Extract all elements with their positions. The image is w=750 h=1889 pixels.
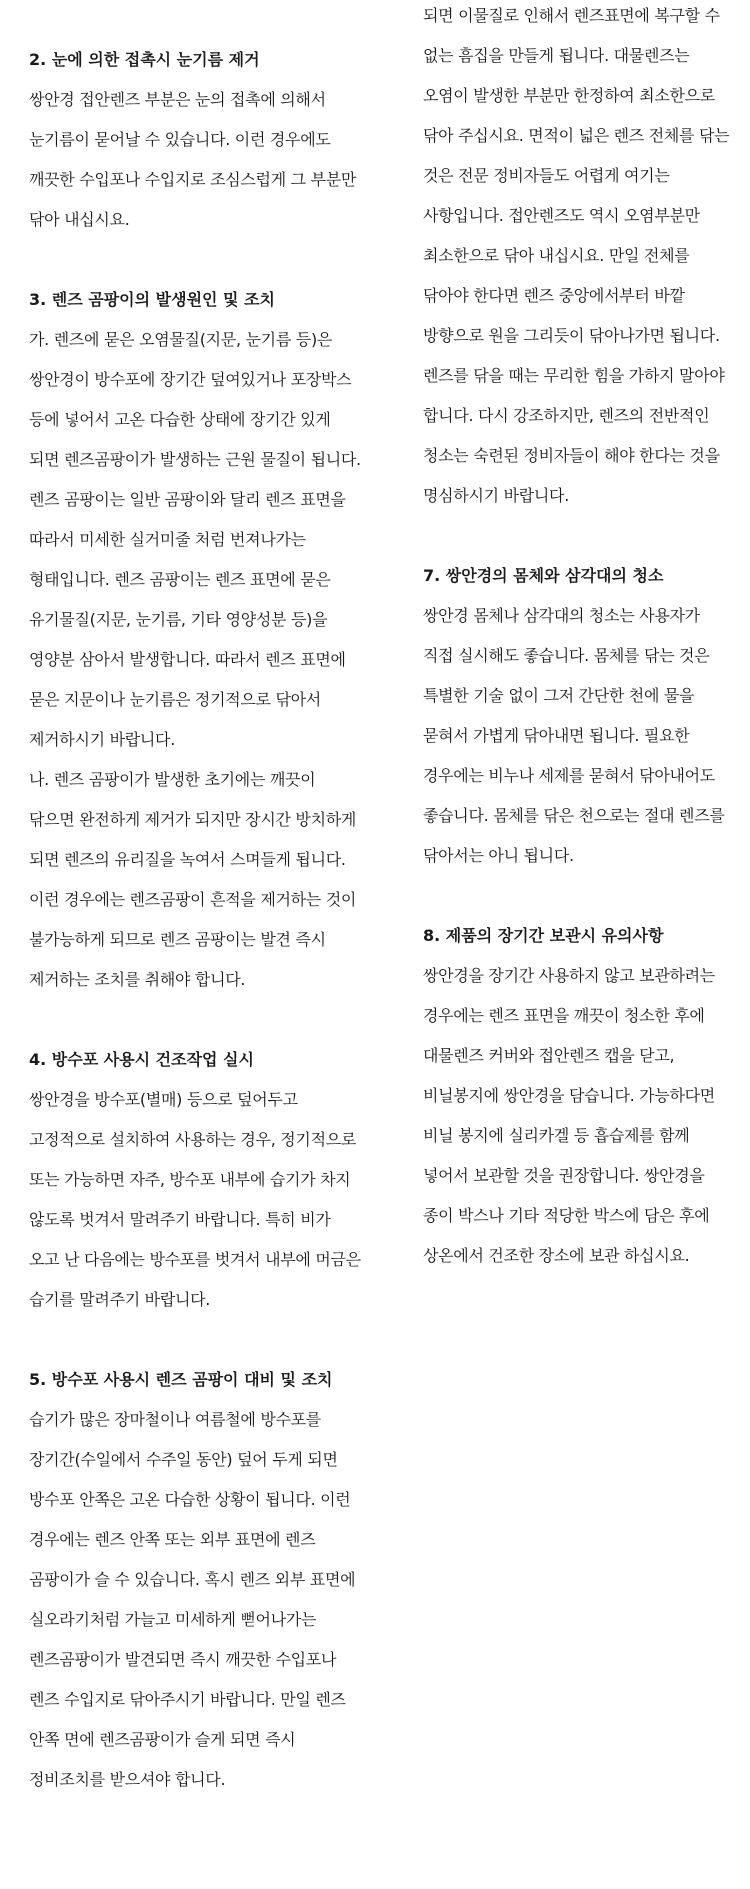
body-line: 불가능하게 되므로 렌즈 곰팡이는 발견 즉시 (29, 930, 326, 949)
right-column (423, 0, 750, 1276)
body-line: 닦아서는 아니 됩니다. (423, 846, 574, 865)
body-line: 방수포 안쪽은 고온 다습한 상황이 됩니다. 이런 (29, 1490, 351, 1509)
body-line: 유기물질(지문, 눈기름, 기타 영양성분 등)을 (29, 610, 328, 629)
body-line: 제거하시기 바랍니다. (29, 730, 175, 749)
section-title: 3. 렌즈 곰팡이의 발생원인 및 조치 (29, 290, 275, 309)
body-line: 렌즈 수입지로 닦아주시기 바랍니다. 만일 렌즈 (29, 1690, 346, 1709)
body-line: 실오라기처럼 가늘고 미세하게 뻗어나가는 (29, 1610, 317, 1629)
body-line: 습기가 많은 장마철이나 여름철에 방수포를 (29, 1410, 321, 1429)
body-line: 정비조치를 받으셔야 합니다. (29, 1770, 226, 1789)
body-line: 되면 렌즈의 유리질을 녹여서 스며들게 됩니다. (29, 850, 346, 869)
section-title: 5. 방수포 사용시 렌즈 곰팡이 대비 및 조치 (29, 1370, 333, 1389)
body-line: 않도록 벗겨서 말려주기 바랍니다. 특히 비가 (29, 1210, 331, 1229)
section-8 (423, 916, 750, 1276)
body-line: 또는 가능하면 자주, 방수포 내부에 습기가 차지 (29, 1170, 351, 1189)
left-column (29, 40, 359, 1800)
body-line: 깨끗한 수입포나 수입지로 조심스럽게 그 부분만 (29, 170, 357, 189)
body-line: 나. 렌즈 곰팡이가 발생한 초기에는 깨끗이 (29, 770, 316, 789)
section-body (29, 80, 359, 240)
body-line: 사항입니다. 접안렌즈도 역시 오염부분만 (423, 206, 700, 225)
section-5 (29, 1360, 359, 1800)
body-line: 가. 렌즈에 묻은 오염물질(지문, 눈기름 등)은 (29, 330, 333, 349)
body-line: 방향으로 원을 그리듯이 닦아나가면 됩니다. (423, 326, 720, 345)
body-line: 쌍안경을 장기간 사용하지 않고 보관하려는 (423, 966, 715, 985)
body-line: 특별한 기술 없이 그저 간단한 천에 물을 (423, 686, 695, 705)
body-line: 렌즈 곰팡이는 일반 곰팡이와 달리 렌즈 표면을 (29, 490, 346, 509)
body-line: 장기간(수일에서 수주일 동안) 덮어 두게 되면 (29, 1450, 338, 1469)
body-line: 되면 이물질로 인해서 렌즈표면에 복구할 수 (423, 6, 720, 25)
body-line: 쌍안경이 방수포에 장기간 덮여있거나 포장박스 (29, 370, 352, 389)
body-line: 안쪽 면에 렌즈곰팡이가 슬게 되면 즉시 (29, 1730, 296, 1749)
body-line: 쌍안경을 방수포(별매) 등으로 덮어두고 (29, 1090, 298, 1109)
body-line: 청소는 숙련된 정비자들이 해야 한다는 것을 (423, 446, 720, 465)
body-line: 상온에서 건조한 장소에 보관 하십시요. (423, 1246, 690, 1265)
section-3 (29, 280, 359, 1000)
body-line: 닦아 주십시요. 면적이 넓은 렌즈 전체를 닦는 (423, 126, 730, 145)
section-body (423, 956, 750, 1276)
section-body (29, 320, 359, 1000)
body-line: 최소한으로 닦아 내십시요. 만일 전체를 (423, 246, 690, 265)
body-line: 닦아야 한다면 렌즈 중앙에서부터 바깥 (423, 286, 685, 305)
body-line: 넣어서 보관할 것을 권장합니다. 쌍안경을 (423, 1166, 705, 1185)
body-line: 닦아 내십시요. (29, 210, 130, 229)
body-line: 닦으면 완전하게 제거가 되지만 장시간 방치하게 (29, 810, 357, 829)
body-line: 오염이 발생한 부분만 한정하여 최소한으로 (423, 86, 715, 105)
section-6-continued (423, 0, 750, 516)
body-line: 없는 흠집을 만들게 됩니다. 대물렌즈는 (423, 46, 690, 65)
body-line: 좋습니다. 몸체를 닦은 천으로는 절대 렌즈를 (423, 806, 725, 825)
body-line: 곰팡이가 슬 수 있습니다. 혹시 렌즈 외부 표면에 (29, 1570, 356, 1589)
body-line: 쌍안경 몸체나 삼각대의 청소는 사용자가 (423, 606, 700, 625)
section-body (29, 1400, 359, 1800)
body-line: 것은 전문 정비자들도 어렵게 여기는 (423, 166, 670, 185)
body-line: 이런 경우에는 렌즈곰팡이 흔적을 제거하는 것이 (29, 890, 357, 909)
section-4 (29, 1040, 359, 1320)
body-line: 비닐 봉지에 실리카겔 등 흡습제를 함께 (423, 1126, 690, 1145)
section-title: 8. 제품의 장기간 보관시 유의사항 (423, 926, 664, 945)
body-line: 영양분 삼아서 발생합니다. 따라서 렌즈 표면에 (29, 650, 346, 669)
body-line: 형태입니다. 렌즈 곰팡이는 렌즈 표면에 묻은 (29, 570, 331, 589)
body-line: 오고 난 다음에는 방수포를 벗겨서 내부에 머금은 (29, 1250, 361, 1269)
body-line: 되면 렌즈곰팡이가 발생하는 근원 물질이 됩니다. (29, 450, 361, 469)
body-line: 쌍안경 접안렌즈 부분은 눈의 접촉에 의해서 (29, 90, 326, 109)
body-line: 경우에는 렌즈 안쪽 또는 외부 표면에 렌즈 (29, 1530, 316, 1549)
body-line: 고정적으로 설치하여 사용하는 경우, 정기적으로 (29, 1130, 357, 1149)
body-line: 합니다. 다시 강조하지만, 렌즈의 전반적인 (423, 406, 710, 425)
body-line: 등에 넣어서 고온 다습한 상태에 장기간 있게 (29, 410, 331, 429)
body-line: 렌즈곰팡이가 발견되면 즉시 깨끗한 수입포나 (29, 1650, 337, 1669)
body-line: 렌즈를 닦을 때는 무리한 힘을 가하지 말아야 (423, 366, 725, 385)
section-title: 2. 눈에 의한 접촉시 눈기름 제거 (29, 50, 260, 69)
body-line: 직접 실시해도 좋습니다. 몸체를 닦는 것은 (423, 646, 710, 665)
body-line: 따라서 미세한 실거미줄 처럼 번져나가는 (29, 530, 306, 549)
section-title: 7. 쌍안경의 몸체와 삼각대의 청소 (423, 566, 664, 585)
body-line: 경우에는 렌즈 표면을 깨끗이 청소한 후에 (423, 1006, 705, 1025)
body-line: 묻혀서 가볍게 닦아내면 됩니다. 필요한 (423, 726, 690, 745)
body-line: 제거하는 조치를 취해야 합니다. (29, 970, 246, 989)
body-line: 습기를 말려주기 바랍니다. (29, 1290, 211, 1309)
section-body (423, 596, 750, 876)
section-7 (423, 556, 750, 876)
body-line: 종이 박스나 기타 적당한 박스에 담은 후에 (423, 1206, 710, 1225)
body-line: 묻은 지문이나 눈기름은 정기적으로 닦아서 (29, 690, 321, 709)
section-body (29, 1080, 359, 1320)
body-line: 눈기름이 묻어날 수 있습니다. 이런 경우에도 (29, 130, 331, 149)
body-line: 비닐봉지에 쌍안경을 담습니다. 가능하다면 (423, 1086, 715, 1105)
body-line: 명심하시기 바랍니다. (423, 486, 569, 505)
section-title: 4. 방수포 사용시 건조작업 실시 (29, 1050, 254, 1069)
body-line: 대물렌즈 커버와 접안렌즈 캡을 닫고, (423, 1046, 675, 1065)
body-line: 경우에는 비누나 세제를 묻혀서 닦아내어도 (423, 766, 715, 785)
section-2 (29, 40, 359, 240)
